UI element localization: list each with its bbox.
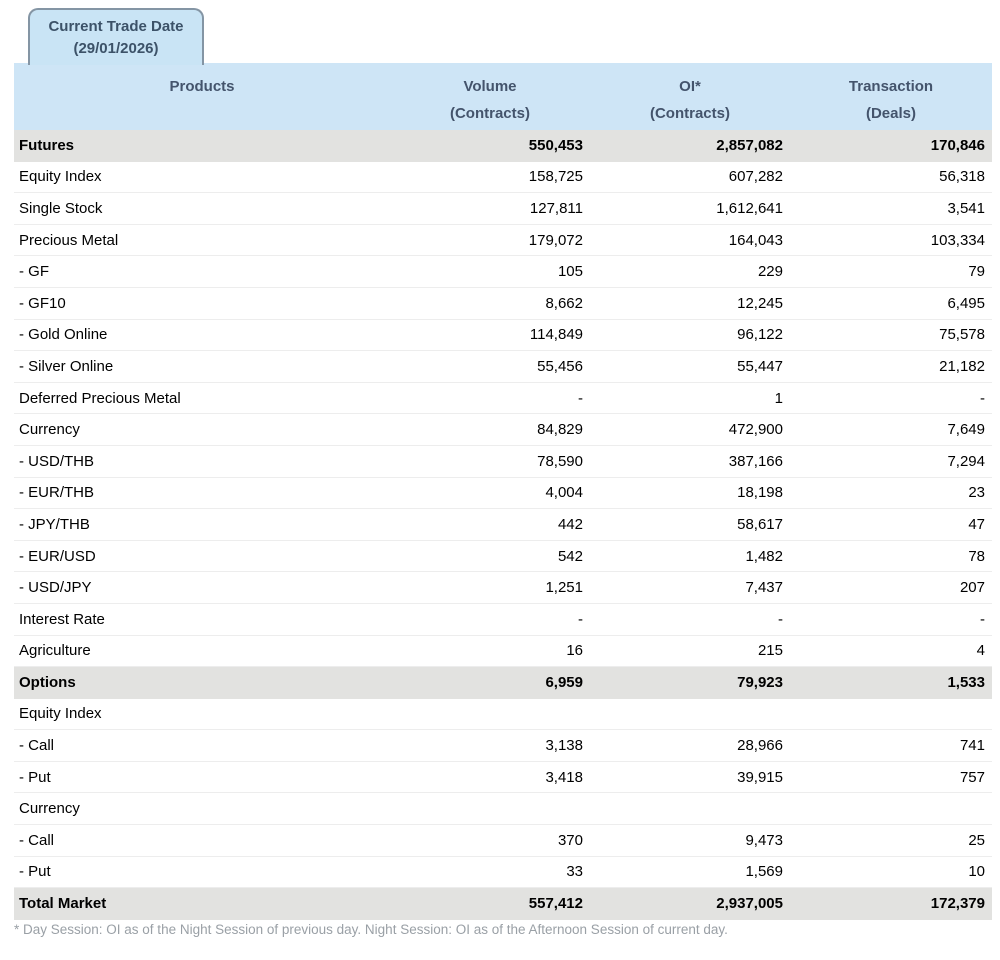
volume-cell: - [578,389,583,407]
oi-cell: - [778,610,783,628]
volume-cell: 550,453 [528,136,583,154]
product-cell: Currency [19,421,80,439]
product-cell: Interest Rate [19,610,105,628]
transaction-cell: 6,495 [947,294,985,312]
transaction-cell: 1,533 [947,673,985,691]
transaction-cell: 757 [959,768,985,786]
volume-cell: 84,829 [537,421,583,439]
oi-cell: 58,617 [737,515,783,533]
product-cell: - JPY/THB [19,515,90,533]
oi-cell: 1,569 [745,863,783,881]
transaction-cell: 7,649 [947,421,985,439]
table-row [14,667,992,699]
product-cell: - GF [19,263,49,281]
table-row [14,446,992,478]
oi-cell: 164,043 [728,231,783,249]
transaction-cell: 21,182 [939,357,985,375]
product-cell: Options [19,673,76,691]
column-header-transaction: Transaction (Deals) [848,78,934,122]
product-cell: - EUR/USD [19,547,96,565]
table-row [14,541,992,573]
oi-cell: 2,937,005 [716,895,783,913]
table-row [14,730,992,762]
footnote: * Day Session: OI as of the Night Session of previous day. Night Session: OI as of the Afternoon Session of current day. [14,922,728,937]
transaction-cell: 78 [968,547,985,565]
product-cell: Equity Index [19,705,102,723]
table-row [14,130,992,162]
volume-cell: - [578,610,583,628]
oi-cell: 18,198 [737,484,783,502]
oi-cell: 79,923 [737,673,783,691]
table-row [14,699,992,731]
oi-cell: 1,612,641 [716,199,783,217]
product-cell: - GF10 [19,294,66,312]
product-cell: Deferred Precious Metal [19,389,181,407]
transaction-cell: 75,578 [939,326,985,344]
volume-cell: 16 [566,642,583,660]
transaction-cell: 56,318 [939,168,985,186]
table-row [14,288,992,320]
volume-cell: 3,138 [545,737,583,755]
volume-cell: 6,959 [545,673,583,691]
table-row [14,888,992,920]
table-body [14,130,992,920]
product-cell: - USD/JPY [19,579,92,597]
product-cell: - Put [19,863,51,881]
transaction-cell: 4 [976,642,985,660]
transaction-cell: 10 [968,863,985,881]
product-cell: - EUR/THB [19,484,94,502]
column-header-products: Products [169,78,235,95]
transaction-cell: 47 [968,515,985,533]
oi-cell: 9,473 [745,831,783,849]
transaction-cell: 3,541 [947,199,985,217]
product-cell: Futures [19,136,75,154]
table-row [14,793,992,825]
product-cell: - Call [19,831,55,849]
table-row [14,320,992,352]
table-row [14,383,992,415]
table-row [14,162,992,194]
table-row [14,636,992,668]
table-header-row [14,63,992,130]
trade-summary-table [14,63,992,920]
oi-cell: 229 [757,263,783,281]
transaction-cell: 23 [968,484,985,502]
volume-cell: 1,251 [545,579,583,597]
product-cell: Total Market [19,895,107,913]
table-row [14,351,992,383]
transaction-cell: 79 [968,263,985,281]
transaction-cell: 103,334 [930,231,985,249]
volume-cell: 179,072 [528,231,583,249]
volume-cell: 370 [557,831,583,849]
table-row [14,572,992,604]
volume-cell: 8,662 [545,294,583,312]
volume-cell: 78,590 [537,452,583,470]
product-cell: Currency [19,800,80,818]
product-cell: Single Stock [19,199,103,217]
transaction-cell: - [980,389,985,407]
transaction-cell: 741 [959,737,985,755]
volume-cell: 127,811 [529,199,583,217]
table-row [14,825,992,857]
table-row [14,857,992,889]
tab-label-line2: (29/01/2026) [73,40,159,57]
volume-cell: 3,418 [545,768,583,786]
transaction-cell: - [980,610,985,628]
volume-cell: 114,849 [529,326,583,344]
volume-cell: 557,412 [528,895,583,913]
oi-cell: 215 [757,642,783,660]
volume-cell: 33 [566,863,583,881]
oi-cell: 2,857,082 [716,136,783,154]
table-row [14,256,992,288]
table-row [14,478,992,510]
product-cell: Agriculture [19,642,91,660]
product-cell: - Gold Online [19,326,108,344]
product-cell: - Call [19,737,55,755]
oi-cell: 472,900 [728,421,783,439]
oi-cell: 28,966 [737,737,783,755]
table-row [14,414,992,446]
oi-cell: 7,437 [745,579,783,597]
table-row [14,509,992,541]
oi-cell: 39,915 [737,768,783,786]
volume-cell: 542 [557,547,583,565]
product-cell: Equity Index [19,168,102,186]
column-header-volume: Volume (Contracts) [449,78,530,122]
product-cell: - Put [19,768,51,786]
table-row [14,762,992,794]
transaction-cell: 207 [959,579,985,597]
table-row [14,604,992,636]
transaction-cell: 7,294 [947,452,985,470]
oi-cell: 12,245 [737,294,783,312]
volume-cell: 442 [557,515,583,533]
column-header-oi: OI* (Contracts) [649,78,730,122]
product-cell: - Silver Online [19,357,114,375]
product-cell: - USD/THB [19,452,94,470]
table-row [14,193,992,225]
volume-cell: 105 [557,263,583,281]
oi-cell: 1 [774,389,783,407]
volume-cell: 55,456 [537,357,583,375]
oi-cell: 607,282 [728,168,783,186]
oi-cell: 1,482 [745,547,783,565]
tab-label-line1: Current Trade Date [48,18,184,35]
product-cell: Precious Metal [19,231,119,249]
transaction-cell: 172,379 [930,895,985,913]
volume-cell: 158,725 [528,168,583,186]
volume-cell: 4,004 [545,484,583,502]
transaction-cell: 25 [968,831,985,849]
oi-cell: 387,166 [728,452,783,470]
tab-current-trade-date[interactable] [28,8,204,65]
transaction-cell: 170,846 [930,136,985,154]
table-row [14,225,992,257]
oi-cell: 96,122 [737,326,783,344]
oi-cell: 55,447 [737,357,783,375]
